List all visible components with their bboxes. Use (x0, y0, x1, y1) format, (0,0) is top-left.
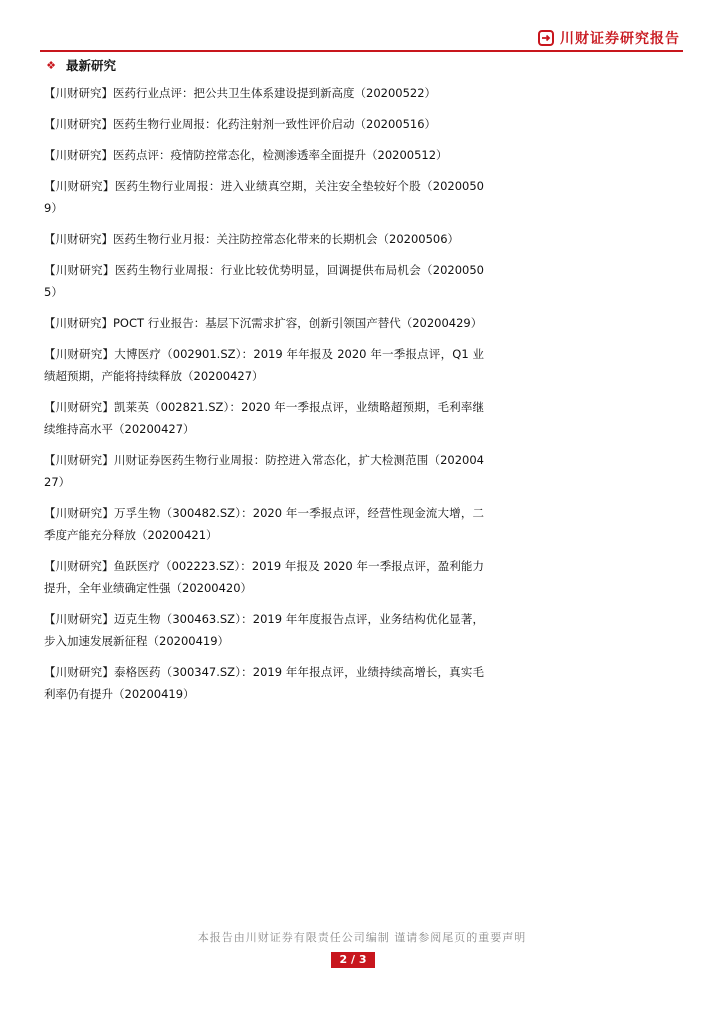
entry-tag: 【川财研究】 (44, 400, 114, 414)
entry-tag: 【川财研究】 (44, 316, 113, 330)
list-item (44, 502, 484, 546)
list-item (44, 396, 484, 440)
list-item (44, 82, 484, 104)
header-title: 川财证券研究报告 (560, 31, 680, 47)
disclaimer-note: 本报告由川财证券有限责任公司编制 谨请参阅尾页的重要声明 (197, 931, 527, 944)
entry-text: 鱼跃医疗（002223.SZ）：2019 年报及 2020 年一季报点评，盈利能力提升，全年业绩确定性强（20200420） (44, 559, 485, 595)
entry-text: 医药生物行业周报：化药注射剂一致性评价启动（20200516） (113, 117, 437, 131)
list-item (44, 312, 484, 334)
entry-tag: 【川财研究】 (44, 665, 114, 679)
entry-tag: 【川财研究】 (44, 453, 114, 467)
header-divider (40, 50, 683, 52)
list-item (44, 343, 484, 387)
entry-text: 大博医疗（002901.SZ）：2019 年年报及 2020 年一季报点评，Q1 业绩超预期，产能将持续释放（20200427） (44, 347, 485, 383)
research-list (44, 82, 484, 714)
list-item (44, 555, 484, 599)
list-item (44, 449, 484, 493)
entry-text: 医药生物行业周报：行业比较优势明显，回调提供布局机会（20200505） (44, 263, 484, 299)
entry-tag: 【川财研究】 (44, 347, 115, 361)
entry-tag: 【川财研究】 (44, 148, 113, 162)
list-item (44, 113, 484, 135)
entry-tag: 【川财研究】 (44, 263, 115, 277)
entry-tag: 【川财研究】 (44, 559, 114, 573)
page-number-badge: 2 / 3 (331, 952, 375, 968)
entry-tag: 【川财研究】 (44, 179, 115, 193)
report-header (538, 24, 680, 52)
section-title: 最新研究 (66, 58, 117, 73)
entry-tag: 【川财研究】 (44, 232, 113, 246)
list-item (44, 175, 484, 219)
entry-text: 医药点评：疫情防控常态化，检测渗透率全面提升（20200512） (113, 148, 448, 162)
circled-arrow-icon (538, 30, 554, 46)
entry-tag: 【川财研究】 (44, 612, 114, 626)
entry-tag: 【川财研究】 (44, 117, 113, 131)
entry-text: 医药生物行业月报：关注防控常态化带来的长期机会（20200506） (113, 232, 460, 246)
entry-text: 泰格医药（300347.SZ）：2019 年年报点评，业绩持续高增长，真实毛利率仍有提升（20200419） (44, 665, 485, 701)
diamond-bullet-icon: ❖ (46, 58, 56, 72)
entry-text: 川财证券医药生物行业周报：防控进入常态化，扩大检测范围（20200427） (44, 453, 484, 489)
list-item (44, 608, 484, 652)
entry-tag: 【川财研究】 (44, 506, 114, 520)
list-item (44, 228, 484, 250)
entry-tag: 【川财研究】 (44, 86, 113, 100)
section-heading (44, 56, 116, 74)
entry-text: 医药生物行业周报：进入业绩真空期，关注安全垫较好个股（20200509） (44, 179, 484, 215)
entry-text: 迈克生物（300463.SZ）：2019 年年度报告点评，业务结构优化显著，步入加速发展新征程（20200419） (44, 612, 485, 648)
list-item (44, 144, 484, 166)
entry-text: 万孚生物（300482.SZ）：2020 年一季报点评，经营性现金流大增，二季度产能充分释放（20200421） (44, 506, 485, 542)
list-item (44, 259, 484, 303)
entry-text: 医药行业点评：把公共卫生体系建设提到新高度（20200522） (113, 86, 437, 100)
entry-text: POCT 行业报告：基层下沉需求扩容，创新引领国产替代（20200429） (113, 316, 483, 330)
entry-text: 凯莱英（002821.SZ）：2020 年一季报点评，业绩略超预期，毛利率继续维持高水平（20200427） (44, 400, 485, 436)
list-item (44, 661, 484, 705)
